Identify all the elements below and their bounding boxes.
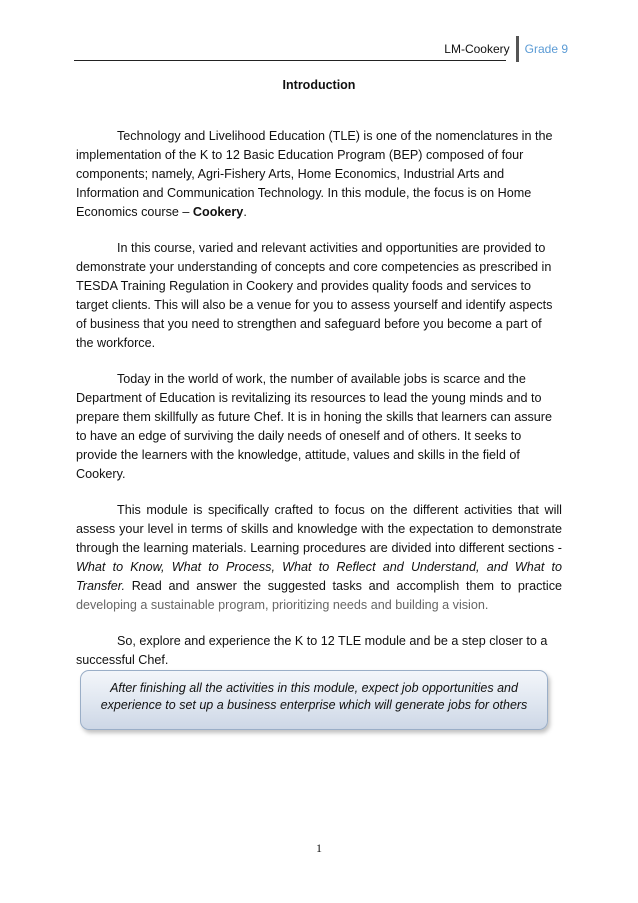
page-header (444, 36, 568, 62)
paragraph-1 (76, 127, 562, 222)
header-grade: Grade 9 (524, 42, 568, 56)
paragraph-4-sections: What to Know, What to Process, What to Reflect and Understand, and What to Transfer. (76, 560, 562, 593)
paragraph-2: In this course, varied and relevant activities and opportunities are provided to demonstrate your understanding of concepts and core competencies as prescribed in TESDA Training Regulation in Cookery and provides quality foods and services to target clients. This will also be a venue for you to assess yourself and identify aspects of business that you need to strengthen and safeguard before you become a part of the workforce. (76, 241, 553, 350)
paragraph-1-bold: Cookery (192, 205, 244, 219)
page-number: 1 (316, 841, 322, 855)
paragraph-4 (76, 501, 562, 615)
callout-text: After finishing all the activities in this module, expect job opportunities and experience to set up a business enterprise which will generate jobs for others (100, 681, 528, 712)
paragraph-4-text: This module is specifically crafted to focus on the different activities that will assess your level in terms of skills and knowledge with the expectation to demonstrate through the learning materials. Learning procedures are divided into different sections - (76, 503, 562, 555)
header-rule (74, 60, 506, 61)
paragraph-1-end: . (243, 205, 247, 219)
header-course: LM-Cookery (444, 42, 510, 56)
paragraph-1-text: Technology and Livelihood Education (TLE) is one of the nomenclatures in the implementation of the K to 12 Basic Education Program (BEP) composed of four components; namely, Agri-Fishery Arts, Home Economics, Industrial Arts and Information and Communication Technology. In this module, the focus is on Home Economics course – (76, 129, 553, 219)
callout-box (80, 670, 548, 730)
paragraph-4-mid: Read and answer the suggested tasks and accomplish them to practice (125, 579, 562, 593)
paragraph-4-gray: developing a sustainable program, prioritizing needs and building a vision. (76, 598, 489, 612)
paragraph-5: So, explore and experience the K to 12 TLE module and be a step closer to a successful Chef. (76, 634, 548, 667)
paragraph-3: Today in the world of work, the number of available jobs is scarce and the Department of Education is revitalizing its resources to lead the young minds and to prepare them skillfully as future Chef. It is in honing the skills that learners can assure to have an edge of surviving the daily needs of oneself and of others. It seeks to provide the learners with the knowledge, attitude, values and skills in the field of Cookery. (76, 372, 552, 481)
body-text (76, 127, 562, 687)
page-title: Introduction (282, 78, 356, 92)
